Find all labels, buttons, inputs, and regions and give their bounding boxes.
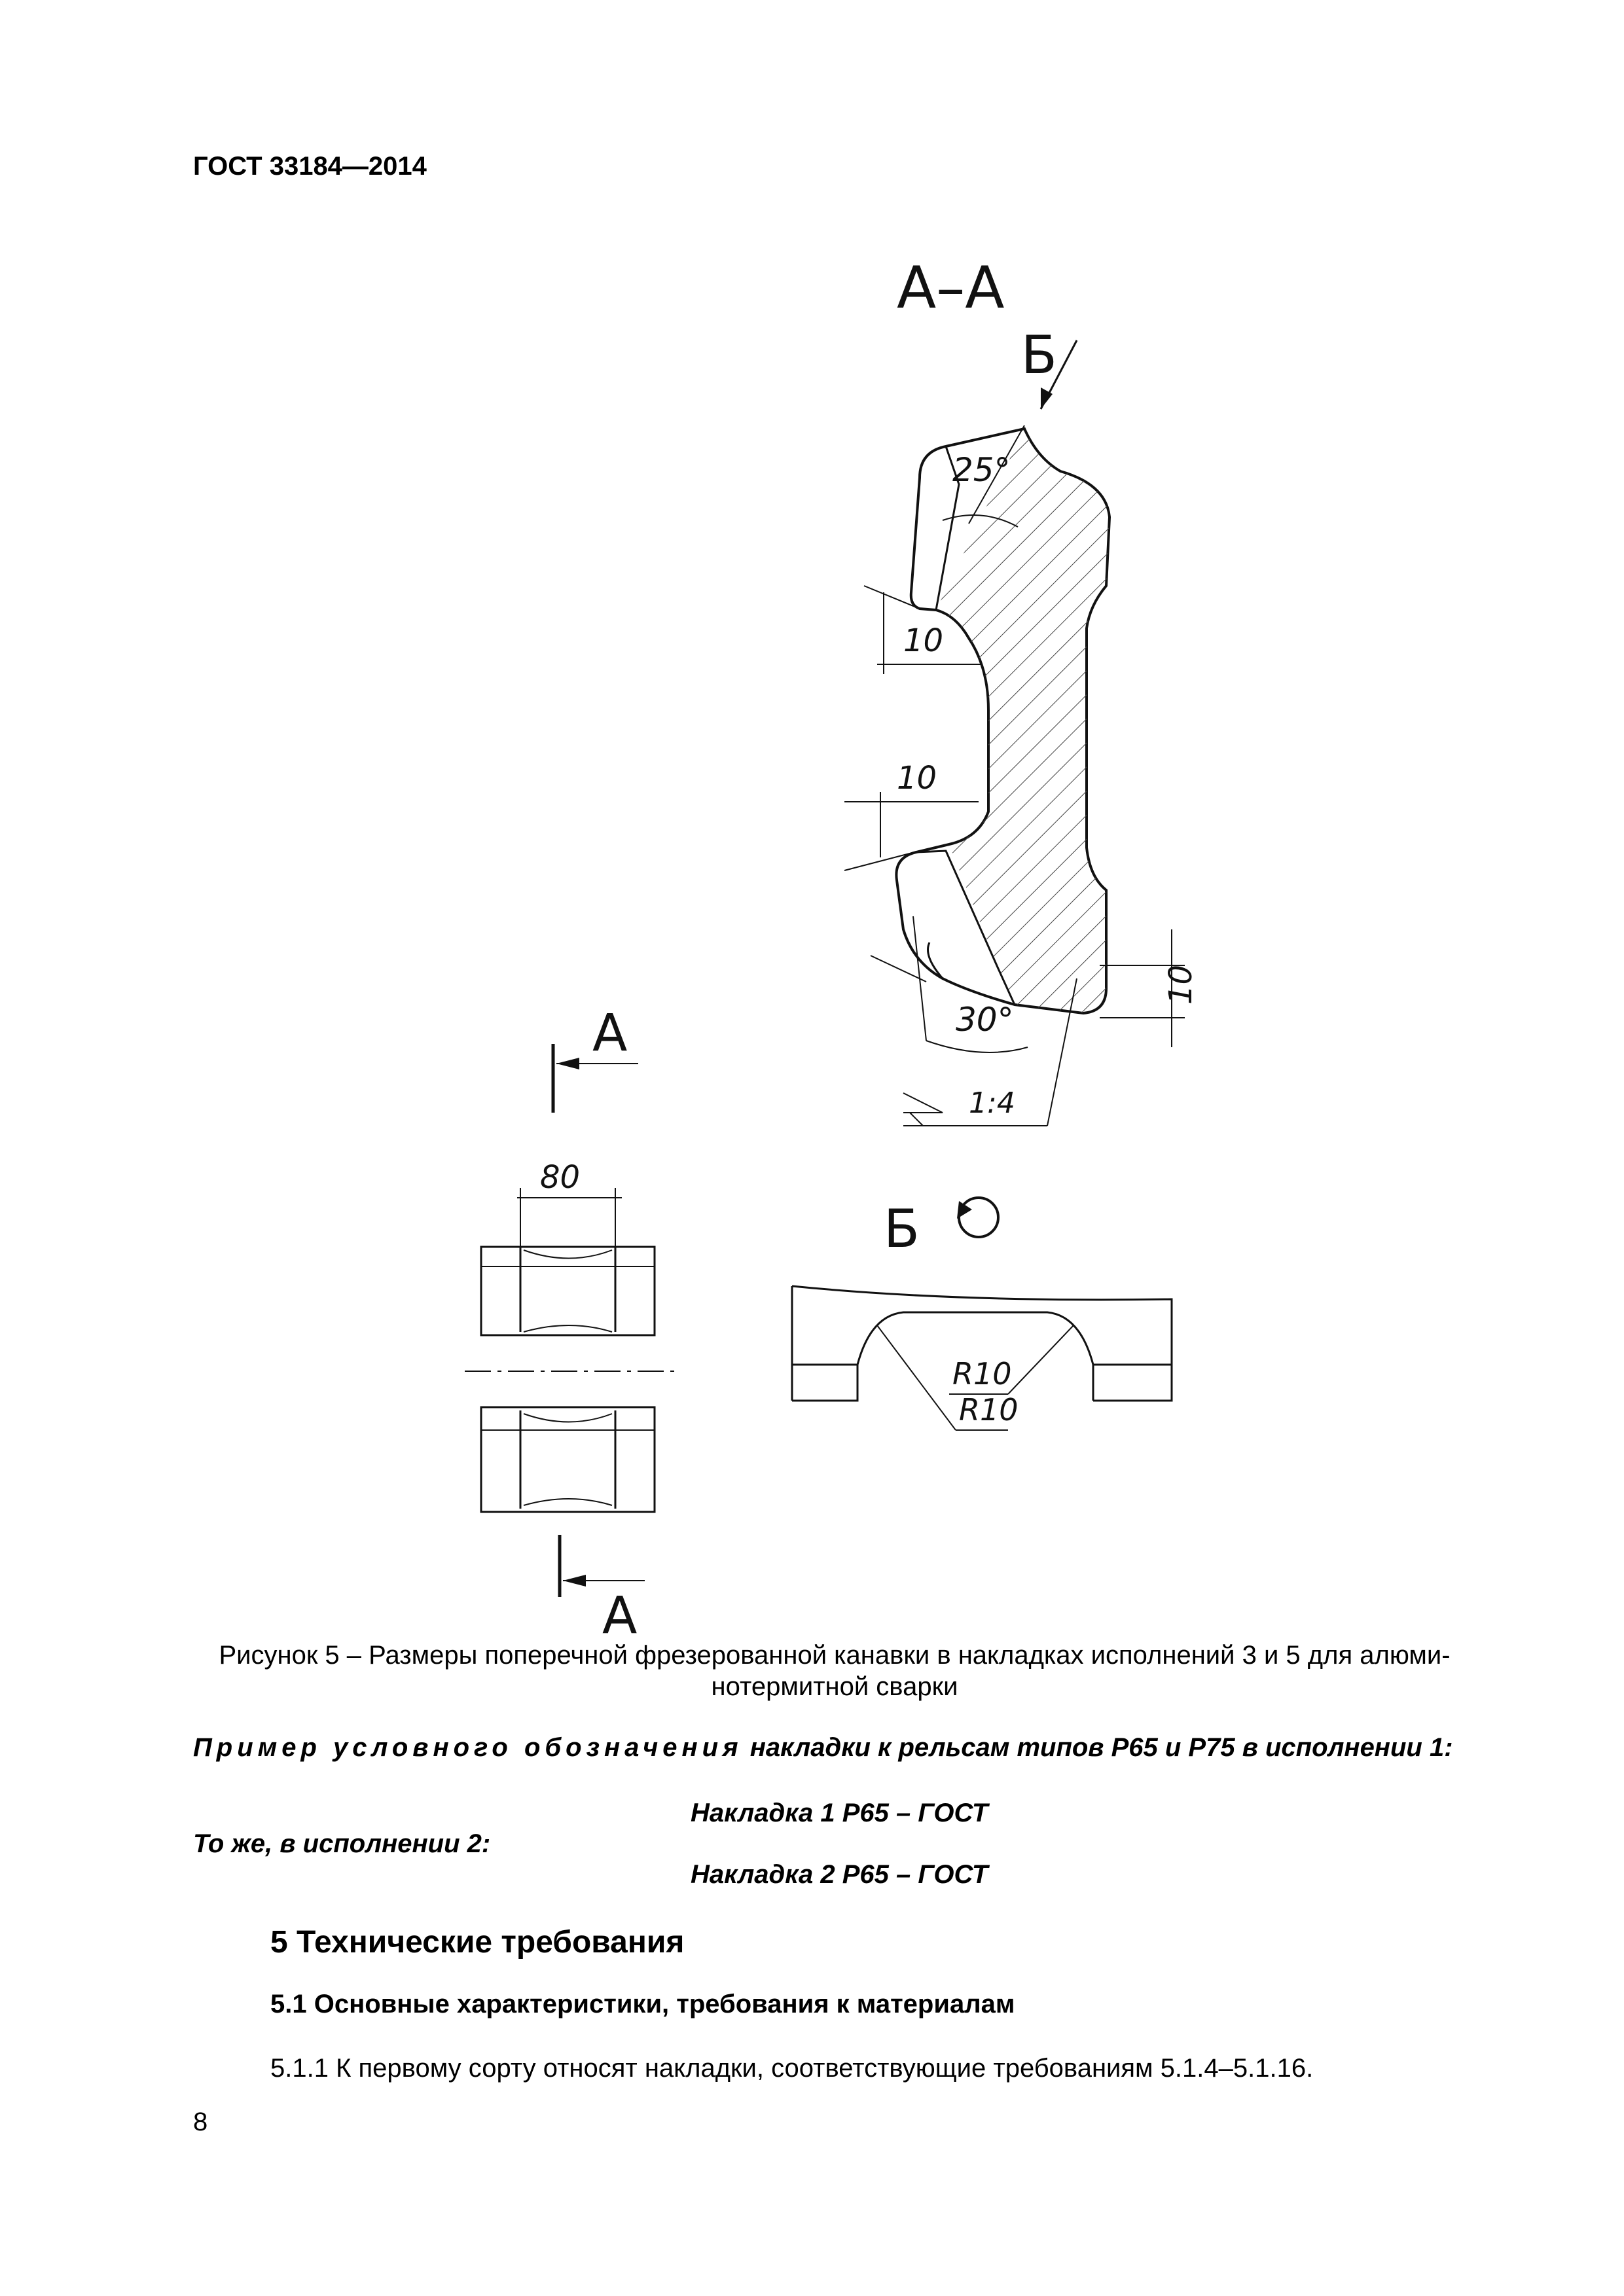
detail-view	[792, 1286, 1172, 1430]
view-label-top: Б	[1021, 325, 1057, 386]
dim-10-side: 10	[1163, 964, 1199, 1005]
document-header: ГОСТ 33184—2014	[193, 152, 427, 181]
figure-caption	[183, 1640, 1486, 1702]
caption-line-1: Рисунок 5 – Размеры поперечной фрезерованной канавки в накладках исполнений 3 и 5 для алюми-	[219, 1641, 1451, 1670]
example-intro-rest: накладки к рельсам типов Р65 и Р75 в исполнении 1:	[742, 1733, 1453, 1762]
cut-label-bottom: А	[602, 1587, 638, 1636]
page-number: 8	[193, 2108, 208, 2136]
dim-angle-bottom: 30°	[956, 1001, 1014, 1039]
dim-80: 80	[540, 1159, 581, 1196]
dim-10-top: 10	[903, 622, 944, 659]
designation-1: Накладка 1 Р65 – ГОСТ	[691, 1799, 988, 1827]
same-label: То же, в исполнении 2:	[193, 1829, 491, 1858]
radius-label-2: R10	[959, 1392, 1019, 1427]
slope-symbol	[903, 1093, 943, 1113]
section-heading: 5 Технические требования	[270, 1925, 685, 1960]
example-intro	[193, 1733, 1453, 1763]
slope-label: 1:4	[969, 1086, 1015, 1120]
dim-angle-top: 25°	[952, 451, 1011, 489]
dim-10-middle: 10	[897, 760, 937, 797]
view-rotate-icon	[959, 1198, 998, 1237]
example-intro-spaced: Пример условного обозначения	[193, 1733, 743, 1762]
plan-view	[465, 1159, 674, 1512]
subsection-heading: 5.1 Основные характеристики, требования к материалам	[270, 1990, 1015, 2018]
view-label-detail: Б	[884, 1198, 920, 1259]
radius-label-1: R10	[952, 1356, 1012, 1391]
designation-2: Накладка 2 Р65 – ГОСТ	[691, 1860, 988, 1889]
paragraph-5-1-1: 5.1.1 К первому сорту относят накладки, соответствующие требованиям 5.1.4–5.1.16.	[270, 2054, 1314, 2083]
cut-label-top: А	[592, 1004, 628, 1063]
caption-line-2: нотермитной сварки	[711, 1672, 958, 1701]
section-label: А–А	[897, 254, 1005, 321]
